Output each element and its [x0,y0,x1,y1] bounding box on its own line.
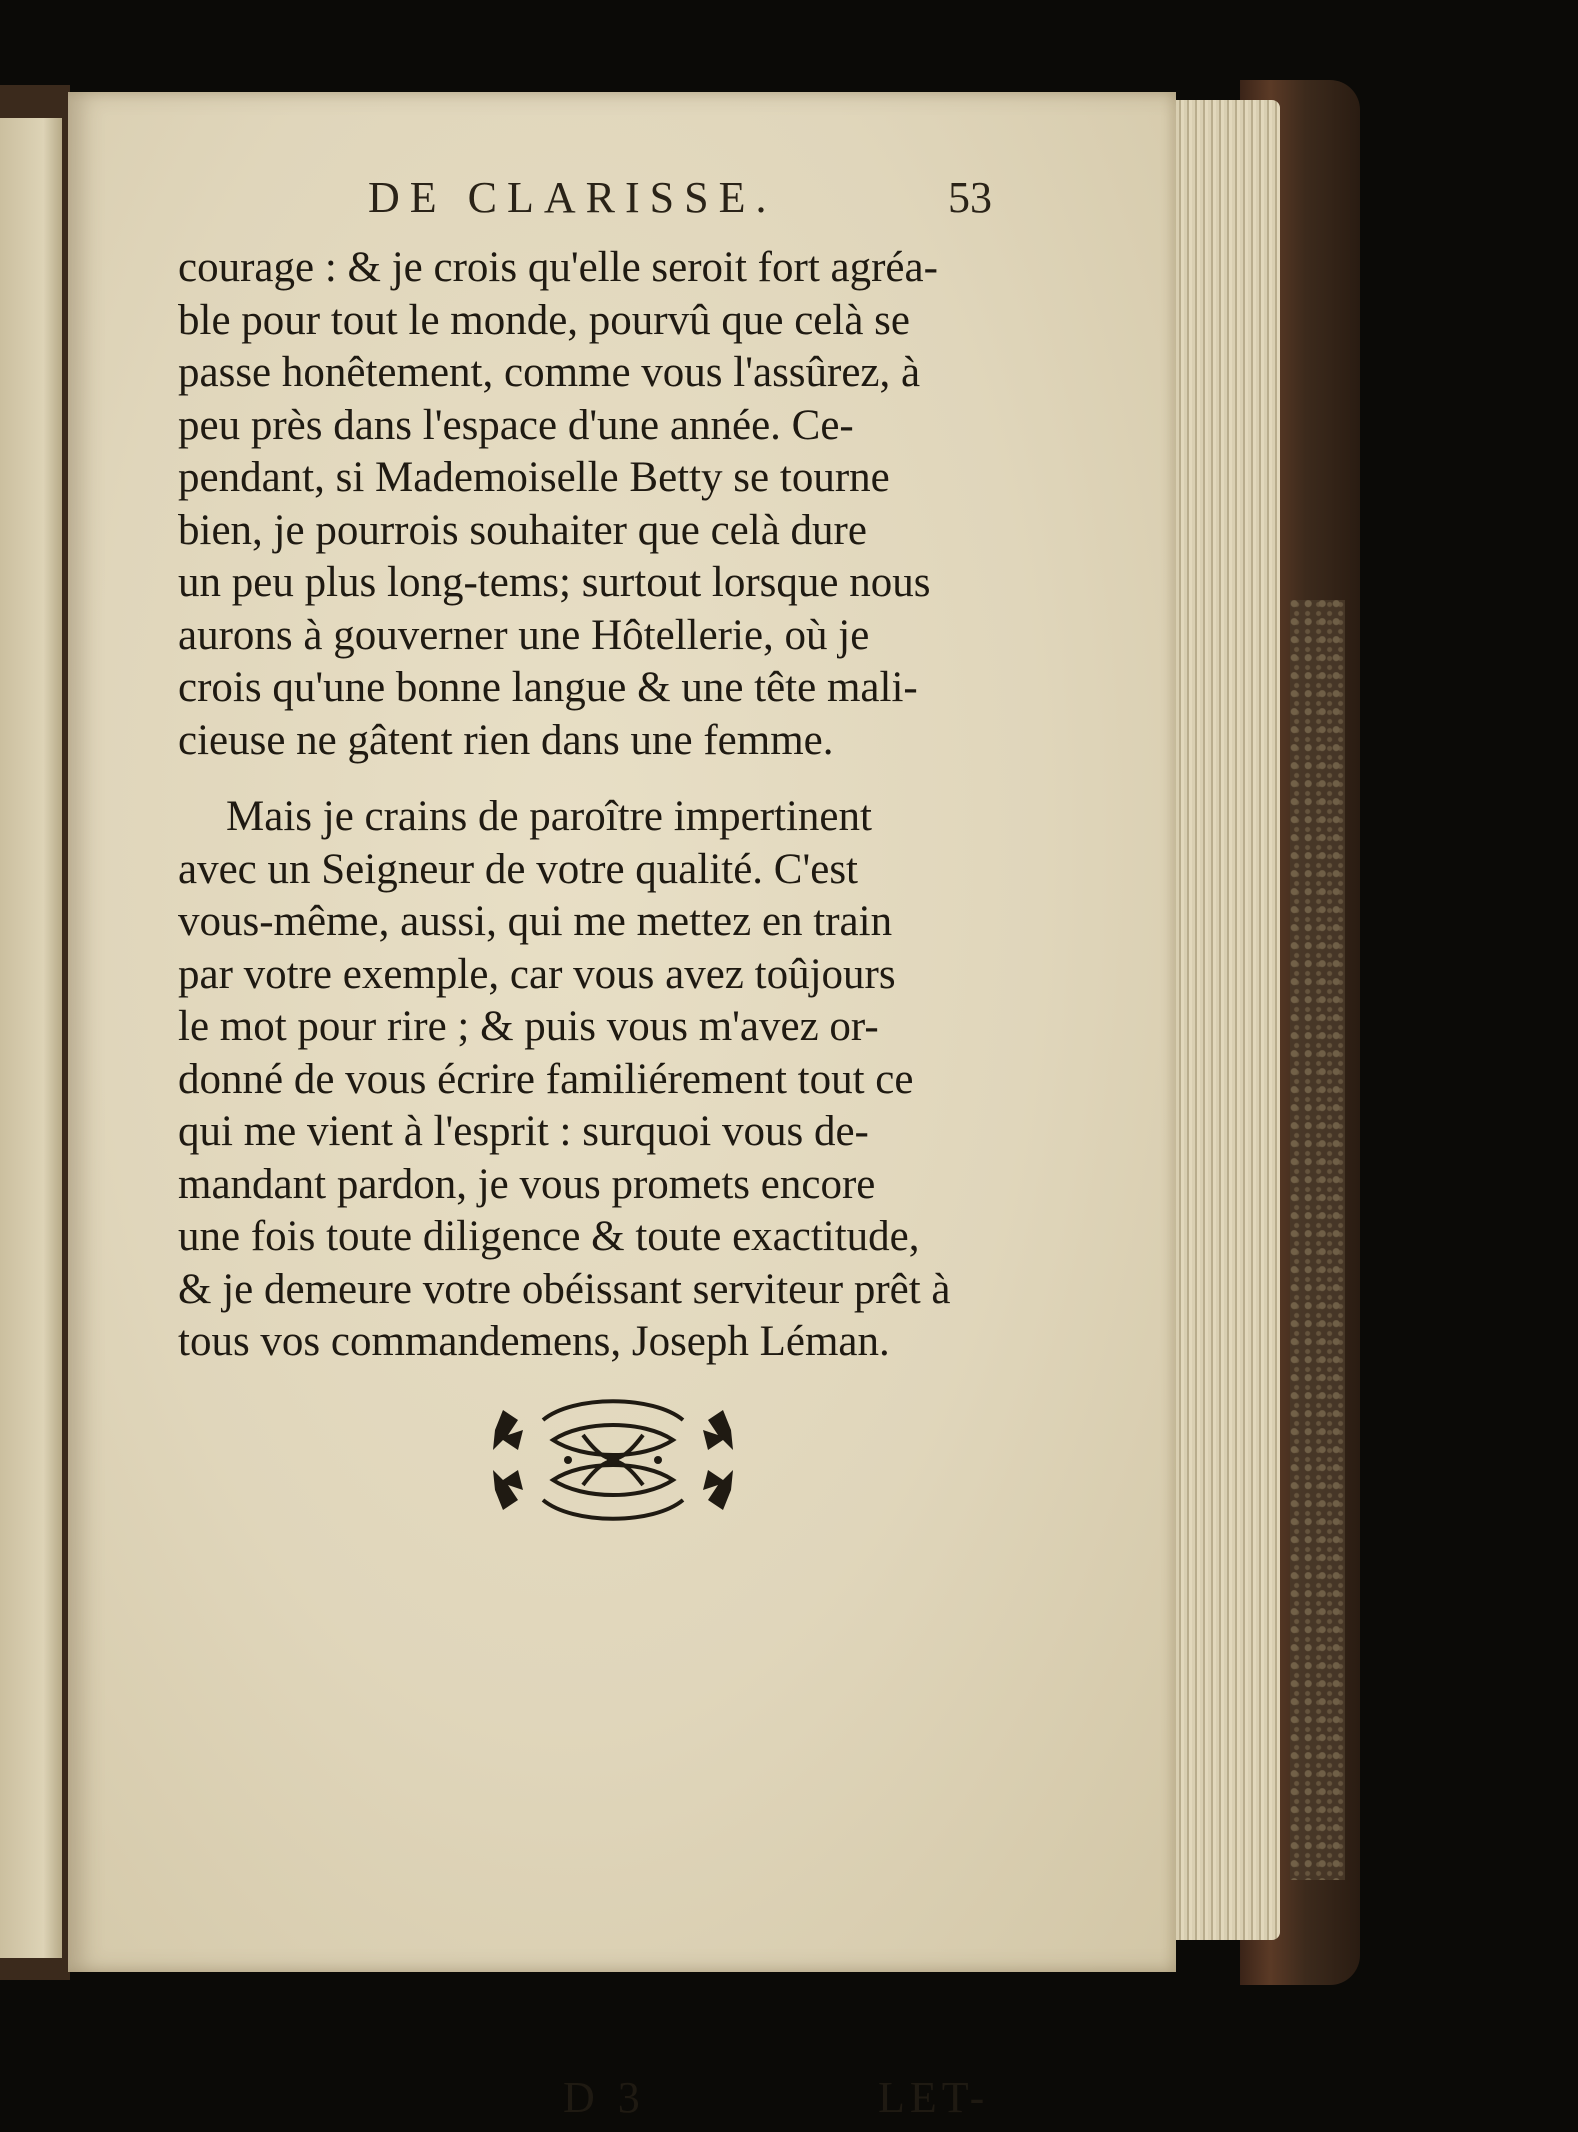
book-page [68,92,1176,2122]
text-line: peu près dans l'espace d'une année. Ce- [178,401,854,449]
running-head: DE CLARISSE. [368,173,777,222]
text-line: aurons à gouverner une Hôtellerie, où je [178,611,870,659]
text-line: crois qu'une bonne langue & une tête mali- [178,664,918,711]
text-line: pendant, si Mademoiselle Betty se tourne [178,454,890,501]
text-line: Mais je crains de paroître impertinent [226,793,872,840]
text-line: bien, je pourrois souhaiter que celà dure [178,506,867,554]
catchword: LET- [878,2073,990,2122]
page-header [68,172,1176,232]
text-line: ble pour tout le monde, pourvû que celà se [178,296,910,344]
body-text [178,242,1078,1369]
text-line: une fois toute diligence & toute exactitude, [178,1213,920,1260]
text-line: par votre exemple, car vous avez toûjours [178,950,896,998]
signature-mark: D 3 [563,2073,646,2122]
paragraph-break [178,767,1078,791]
text-line: courage : & je crois qu'elle seroit fort agréa- [178,244,938,291]
text-line: & je demeure votre obéissant serviteur prêt à [178,1265,951,1313]
printer-ornament-icon [483,1390,743,1530]
text-line: vous-même, aussi, qui me mettez en train [178,898,893,945]
paragraph-2 [178,791,1078,1369]
text-line: qui me vient à l'esprit : surquoi vous de- [178,1108,869,1155]
text-line: mandant pardon, je vous promets encore [178,1160,876,1208]
page-number: 53 [948,173,992,222]
marbled-cover [1290,600,1345,1880]
text-line: cieuse ne gâtent rien dans une femme. [178,716,834,764]
page-edges [1160,100,1280,1940]
text-line: avec un Seigneur de votre qualité. C'est [178,845,859,893]
text-line: le mot pour rire ; & puis vous m'avez or- [178,1003,879,1050]
left-page-edge [0,118,62,1958]
paragraph-1 [178,242,1078,767]
text-line: donné de vous écrire familiérement tout ce [178,1055,914,1103]
text-line: tous vos commandemens, Joseph Léman. [178,1318,890,1365]
page-footer [68,2072,1176,2132]
text-line: passe honêtement, comme vous l'assûrez, à [178,349,921,396]
text-line: un peu plus long-tems; surtout lorsque nous [178,559,931,606]
